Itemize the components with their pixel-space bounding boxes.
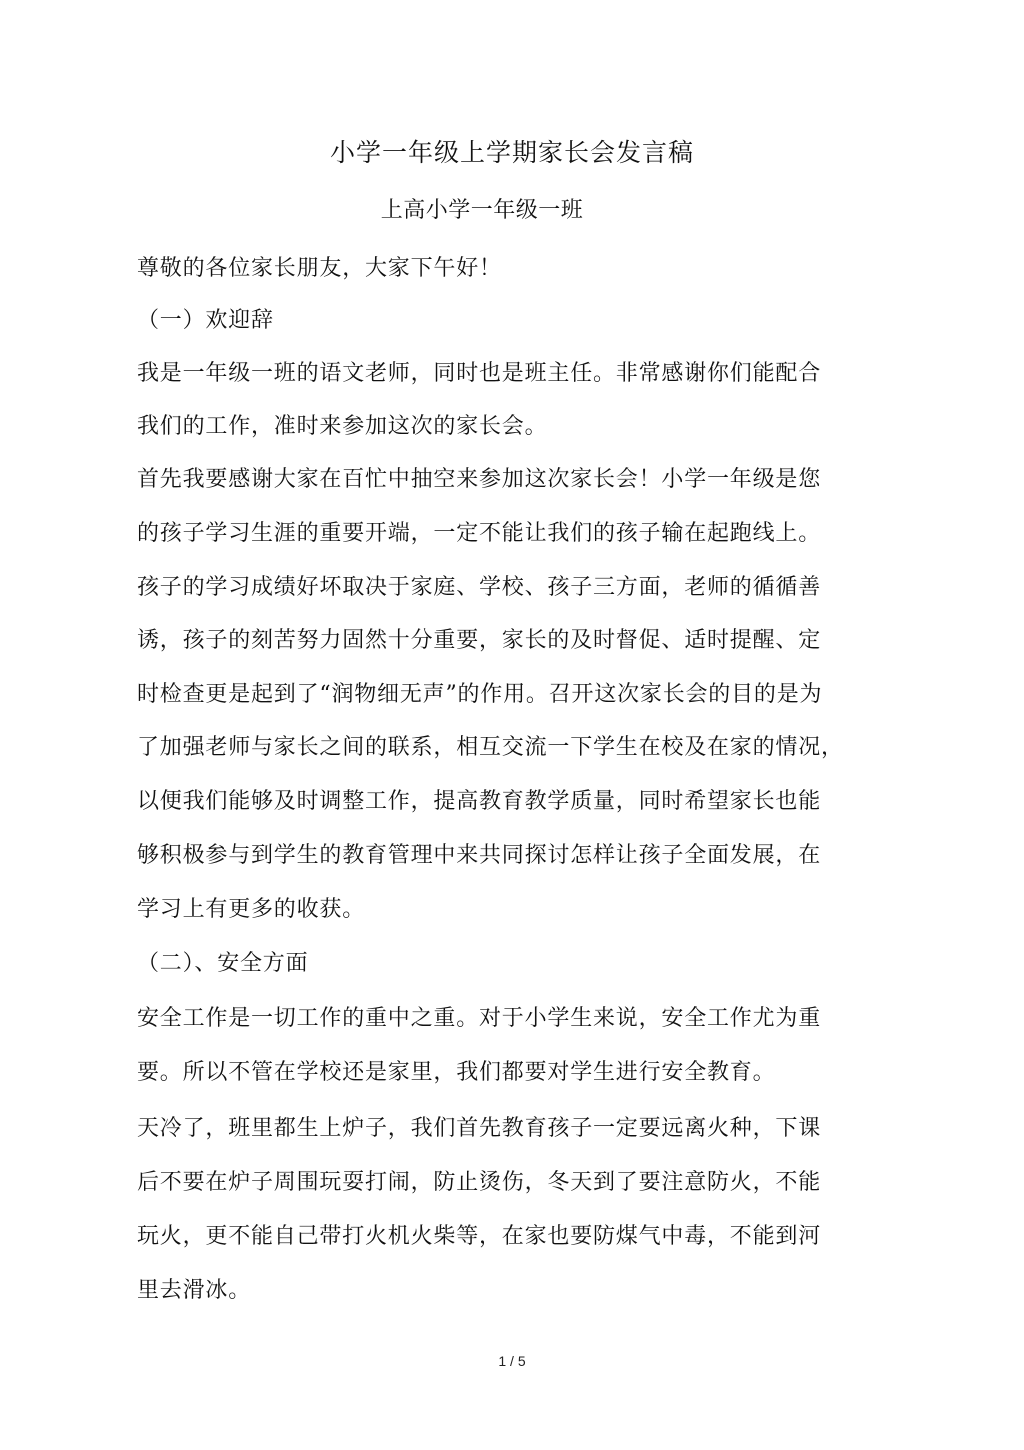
paragraph-line: 我们的工作，准时来参加这次的家长会。: [137, 414, 548, 439]
paragraph-line: 我是一年级一班的语文老师，同时也是班主任。非常感谢你们能配合: [137, 361, 822, 386]
paragraph-line: 首先我要感谢大家在百忙中抽空来参加这次家长会！小学一年级是您: [137, 467, 822, 492]
section-heading-welcome: （一）欢迎辞: [137, 308, 274, 333]
paragraph-line: 孩子的学习成绩好坏取决于家庭、学校、孩子三方面，老师的循循善: [137, 575, 822, 600]
document-title: 小学一年级上学期家长会发言稿: [329, 138, 694, 167]
paragraph-line: 以便我们能够及时调整工作，提高教育教学质量，同时希望家长也能: [137, 789, 822, 814]
paragraph-line-greeting: 尊敬的各位家长朋友，大家下午好！: [137, 256, 502, 281]
paragraph-line: 要。所以不管在学校还是家里，我们都要对学生进行安全教育。: [137, 1060, 776, 1085]
paragraph-line: 后不要在炉子周围玩耍打闹，防止烫伤，冬天到了要注意防火，不能: [137, 1170, 822, 1195]
paragraph-line: 学习上有更多的收获。: [137, 897, 366, 922]
paragraph-line: 够积极参与到学生的教育管理中来共同探讨怎样让孩子全面发展，在: [137, 843, 822, 868]
paragraph-line: 诱，孩子的刻苦努力固然十分重要，家长的及时督促、适时提醒、定: [137, 628, 822, 653]
document-subtitle: 上高小学一年级一班: [380, 198, 584, 223]
paragraph-line: 安全工作是一切工作的重中之重。对于小学生来说，安全工作尤为重: [137, 1006, 822, 1031]
paragraph-line: 里去滑冰。: [137, 1278, 252, 1303]
paragraph-line: 时检查更是起到了“润物细无声”的作用。召开这次家长会的目的是为: [137, 682, 823, 707]
paragraph-line: 玩火，更不能自己带打火机火柴等，在家也要防煤气中毒，不能到河: [137, 1224, 822, 1249]
paragraph-line: 了加强老师与家长之间的联系，相互交流一下学生在校及在家的情况，: [137, 735, 844, 760]
paragraph-line: 的孩子学习生涯的重要开端，一定不能让我们的孩子输在起跑线上。: [137, 521, 822, 546]
paragraph-line: 天冷了，班里都生上炉子，我们首先教育孩子一定要远离火种，下课: [137, 1116, 822, 1141]
page-number: 1 / 5: [498, 1353, 526, 1369]
section-heading-safety: （二）、安全方面: [137, 951, 309, 976]
